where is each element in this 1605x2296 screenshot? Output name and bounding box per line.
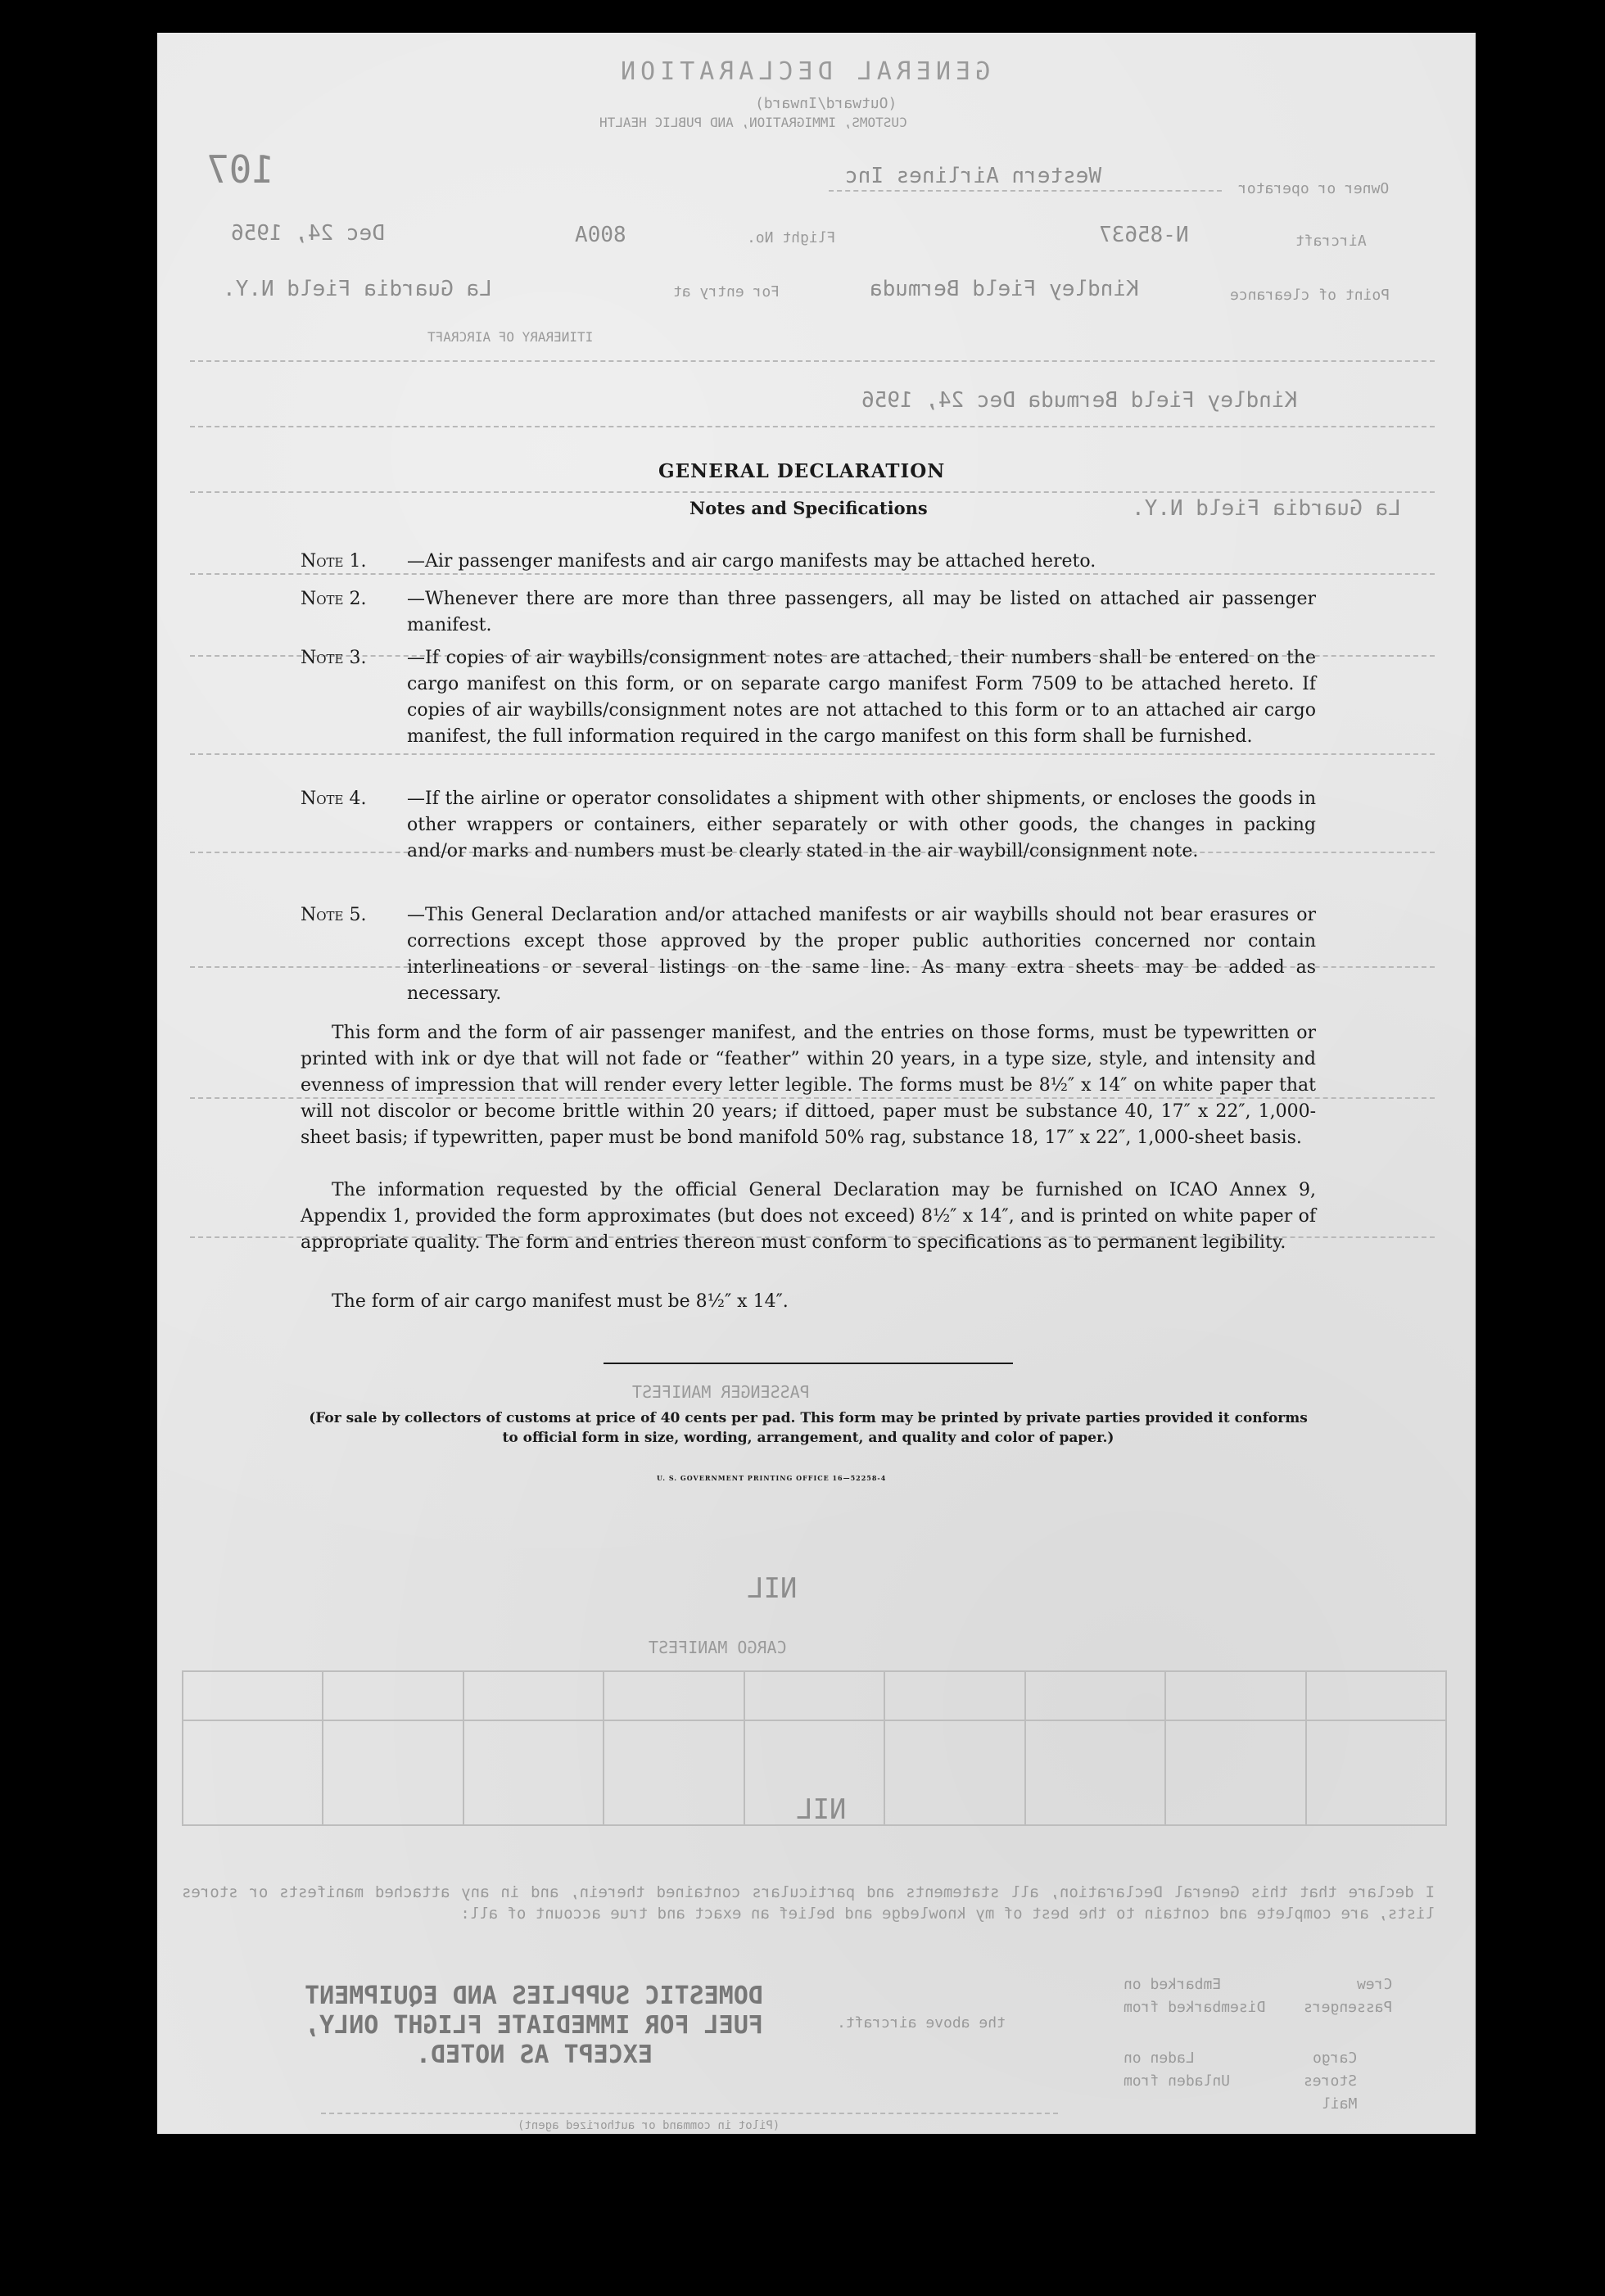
ghost-rule: [829, 190, 1222, 192]
form-number: 107: [206, 147, 275, 192]
ghost-stamp: DOMESTIC SUPPLIES AND EQUIPMENT FUEL FOR IMMEDIATE FLIGHT ONLY, EXCEPT AS NOTED.: [305, 1982, 763, 2069]
note-4: [301, 786, 1316, 865]
ghost-aircraft-label: Aircraft: [1295, 233, 1367, 250]
ghost-entry-label: For entry at: [673, 283, 780, 301]
note-2-label: Note 2.: [301, 589, 367, 609]
document-page: [157, 33, 1476, 2134]
ghost-nil-2: NIL: [796, 1793, 847, 1826]
ghost-flight-label: Flight No.: [747, 229, 836, 246]
ghost-passenger-manifest: PASSENGER MANIFEST: [632, 1382, 810, 1402]
ghost-aircraft-value: N-85637: [1099, 223, 1189, 247]
ghost-entry-value: La Guardia Field N.Y.: [223, 277, 492, 301]
note-1-text: —Air passenger manifests and air cargo manifests may be attached hereto.: [407, 551, 1096, 572]
note-2-text: —Whenever there are more than three passengers, all may be listed on attached air passenger manifest.: [407, 589, 1316, 635]
ghost-itinerary-row: Kindley Field Bermuda Dec 24, 1956: [861, 388, 1298, 413]
note-2: [301, 586, 1316, 639]
ghost-port-label: Point of clearance: [1230, 287, 1390, 304]
divider-rule: [604, 1363, 1013, 1364]
ghost-operator-value: Western Airlines Inc: [845, 164, 1102, 188]
note-3-text: —If copies of air waybills/consignment notes are attached, their numbers shall be entered on the cargo manifest on this form, or on separate cargo manifest Form 7509 to be attached hereto. If copies of air waybills/consignment notes are not attached to this form or to an attached air cargo manifest, the full information required in the cargo manifest on this form shall be furnished.: [407, 648, 1316, 747]
ghost-owner-label: Owner or operator: [1238, 180, 1390, 197]
ghost-header-title: GENERAL DECLARATION: [616, 57, 991, 86]
note-1: [301, 549, 1316, 575]
ghost-cargo-manifest: CARGO MANIFEST: [649, 1638, 787, 1657]
ghost-rule: [190, 360, 1435, 362]
footer-sale-note: (For sale by collectors of customs at price of 40 cents per pad. This form may be printed by private parties provided it conforms to official form in size, wording, arrangement, and quality and color of paper.): [309, 1410, 1308, 1446]
ghost-signature-note: (Pilot in command or authorized agent): [518, 2119, 780, 2132]
ghost-header-sub: (Outward/Inward): [755, 95, 897, 112]
ghost-rule: [190, 491, 1435, 493]
note-5: [301, 902, 1316, 1007]
ghost-embarked: Embarked on Disembarked from: [1124, 1976, 1266, 2016]
paragraph-cargo-manifest: The form of air cargo manifest must be 8½″ x 14″.: [332, 1291, 789, 1312]
ghost-header-agency: CUSTOMS, IMMIGRATION, AND PUBLIC HEALTH: [599, 115, 907, 130]
ghost-flight-value: 800A: [575, 223, 626, 247]
paragraph-form-requirements: This form and the form of air passenger manifest, and the entries on those forms, must be typewritten or printed with ink or dye that will not fade or “feather” within 20 years, in a type size, style, and intensity and evenness of impression that will render every letter legible. The forms must be 8½″ x 14″ on white paper that will not discolor or become brittle within 20 years; if dittoed, paper must be substance 40, 17″ x 22″, 1,000-sheet basis; if typewritten, paper must be bond manifold 50% rag, substance 18, 17″ x 22″, 1,000-sheet basis.: [301, 1023, 1316, 1148]
note-5-label: Note 5.: [301, 905, 367, 925]
note-1-label: Note 1.: [301, 551, 367, 572]
ghost-rule: [190, 426, 1435, 427]
note-3-label: Note 3.: [301, 648, 367, 668]
ghost-above-aircraft: the above aircraft.: [837, 2014, 1006, 2032]
page-title: GENERAL DECLARATION: [658, 460, 946, 482]
paragraph-icao: The information requested by the official General Declaration may be furnished on ICAO Annex 9, Appendix 1, provided the form approximates (but does not exceed) 8½″ x 14″, and is printed on white paper of appropriate quality. The form and entries thereon must conform to specifications as to permanent legibility.: [301, 1180, 1316, 1253]
ghost-rule: [190, 753, 1435, 755]
note-3: [301, 645, 1316, 750]
ghost-itinerary-row2: La Guardia Field N.Y.: [1132, 496, 1401, 521]
ghost-cargo-stores-mail: Cargo Stores Mail: [1304, 2050, 1358, 2113]
ghost-rule: [321, 2113, 1058, 2114]
ghost-crew-passengers: Crew Passengers: [1304, 1976, 1393, 2016]
note-4-text: —If the airline or operator consolidates a shipment with other shipments, or encloses the goods in other wrappers or containers, either separately or with other goods, the changes in packing and/or marks and numbers must be clearly stated in the air waybill/consignment note.: [407, 789, 1316, 861]
ghost-date-value: Dec 24, 1956: [231, 221, 385, 246]
ghost-laden: Laden on Unladen from: [1124, 2050, 1231, 2090]
page-subtitle: Notes and Specifications: [689, 498, 928, 518]
gpo-imprint: U. S. GOVERNMENT PRINTING OFFICE 16—52258-4: [657, 1474, 887, 1482]
ghost-nil-1: NIL: [747, 1572, 798, 1605]
note-5-text: —This General Declaration and/or attached manifests or air waybills should not bear erasures or corrections except those approved by the proper public authorities concerned nor contain interlineations or several listings on the same line. As many extra sheets may be added as necessary.: [407, 905, 1316, 1004]
ghost-itinerary-label: ITINERARY OF AIRCRAFT: [427, 329, 594, 345]
note-4-label: Note 4.: [301, 789, 367, 809]
ghost-port-value: Kindley Field Bermuda: [870, 277, 1139, 301]
ghost-declaration-text: I declare that this General Declaration, all statements and particulars contained therein, and in any attached manifests or stores lists, are complete and contain to the best of my knowledge and belief an exact and true account of all:: [182, 1883, 1435, 1923]
